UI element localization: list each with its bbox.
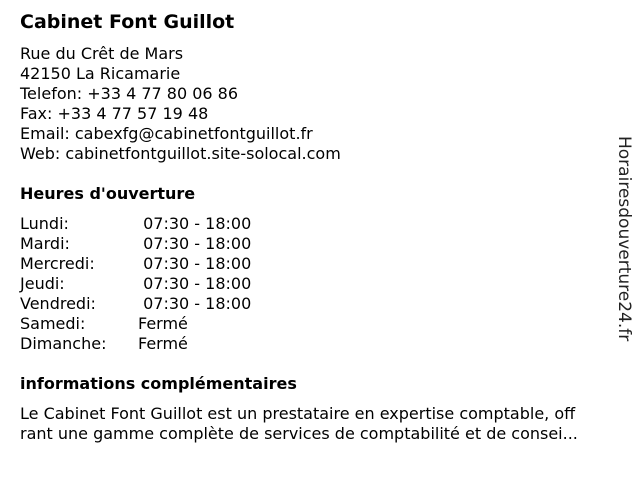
description-line-1: Le Cabinet Font Guillot est un prestataire en expertise comptable, off (20, 404, 576, 423)
hours-row-thursday (20, 274, 251, 294)
hours-value: 07:30 - 18:00 (138, 274, 252, 293)
fax-number: Fax: +33 4 77 57 19 48 (20, 104, 209, 123)
hours-value: 07:30 - 18:00 (138, 294, 252, 313)
opening-hours-table (20, 214, 251, 354)
hours-value: 07:30 - 18:00 (138, 214, 252, 233)
hours-row-wednesday (20, 254, 251, 274)
hours-row-friday (20, 294, 251, 314)
day-label: Mercredi: (20, 254, 95, 273)
day-label: Samedi: (20, 314, 86, 333)
hours-row-tuesday (20, 234, 251, 254)
day-label: Mardi: (20, 234, 70, 253)
hours-row-sunday (20, 334, 251, 354)
hours-value: Fermé (138, 314, 188, 333)
contact-block (20, 44, 341, 164)
day-label: Vendredi: (20, 294, 96, 313)
email-address: Email: cabexfg@cabinetfontguillot.fr (20, 124, 313, 143)
additional-info-text (20, 404, 624, 444)
website: Web: cabinetfontguillot.site-solocal.com (20, 144, 341, 163)
day-label: Jeudi: (20, 274, 65, 293)
description-line-2: rant une gamme complète de services de comptabilité et de consei... (20, 424, 578, 443)
hours-row-monday (20, 214, 251, 234)
hours-value: 07:30 - 18:00 (138, 234, 252, 253)
hours-value: 07:30 - 18:00 (138, 254, 252, 273)
business-name: Cabinet Font Guillot (20, 11, 235, 33)
opening-hours-heading: Heures d'ouverture (20, 184, 196, 203)
hours-value: Fermé (138, 334, 188, 353)
address-street: Rue du Crêt de Mars (20, 44, 184, 63)
site-watermark: Horairesdouverture24.fr (614, 136, 634, 342)
phone-number: Telefon: +33 4 77 80 06 86 (20, 84, 239, 103)
day-label: Lundi: (20, 214, 69, 233)
hours-row-saturday (20, 314, 251, 334)
additional-info-heading: informations complémentaires (20, 374, 297, 393)
address-city: 42150 La Ricamarie (20, 64, 181, 83)
day-label: Dimanche: (20, 334, 107, 353)
